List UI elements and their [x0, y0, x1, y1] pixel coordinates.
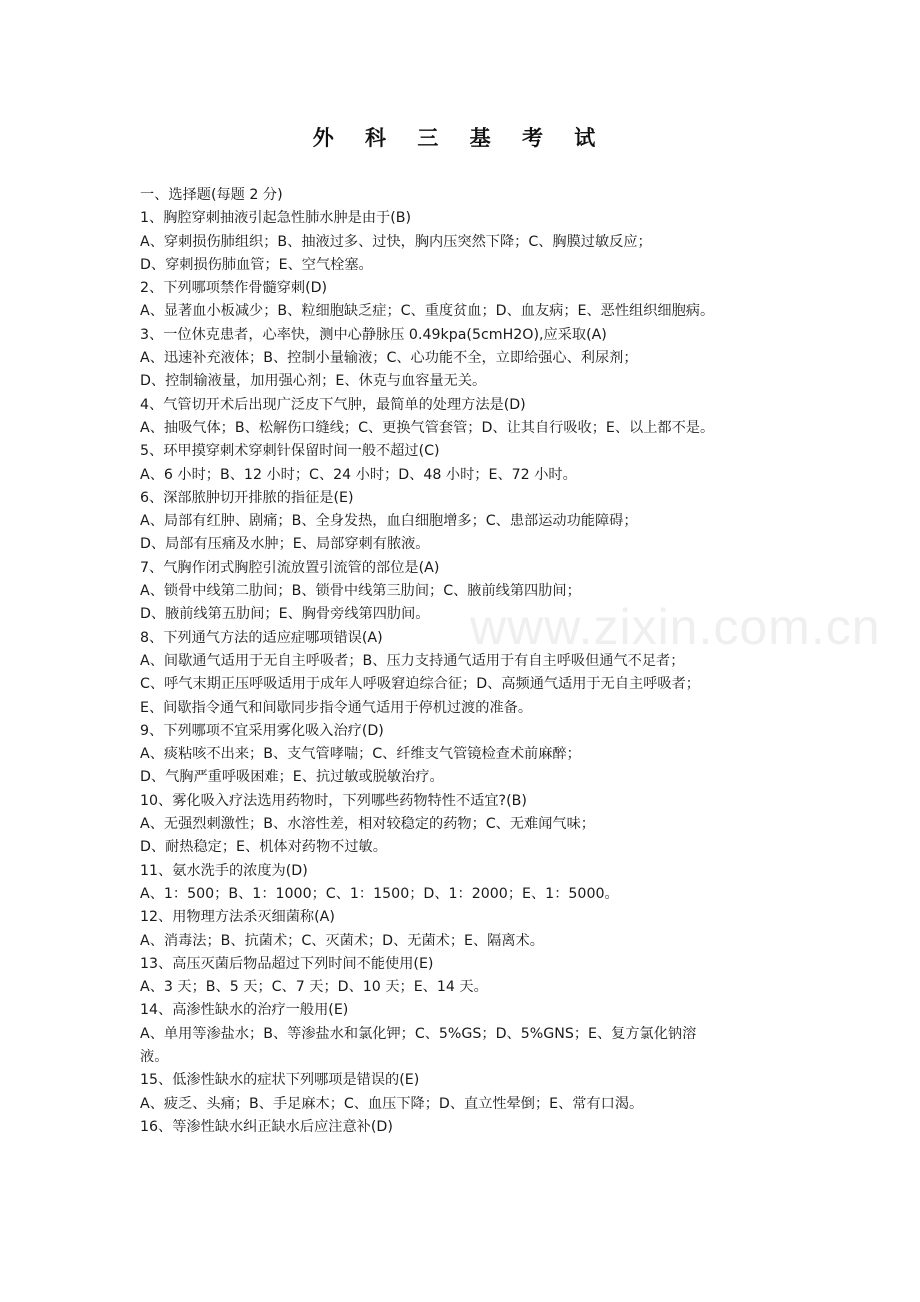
text-line: A、痰粘咳不出来；B、支气管哮喘；C、纤维支气管镜检查术前麻醉；	[140, 746, 581, 763]
text-line: C、呼气末期正压呼吸适用于成年人呼吸窘迫综合征；D、高频通气适用于无自主呼吸者；	[140, 676, 700, 693]
text-line: A、间歇通气适用于无自主呼吸者；B、压力支持通气适用于有自主呼吸但通气不足者；	[140, 652, 685, 669]
text-line: D、腋前线第五肋间；E、胸骨旁线第四肋间。	[140, 606, 430, 623]
text-line: A、消毒法；B、抗菌术；C、灭菌术；D、无菌术；E、隔离术。	[140, 932, 544, 949]
text-line: A、穿刺损伤肺组织；B、抽液过多、过快，胸内压突然下降；C、胸膜过敏反应；	[140, 233, 652, 250]
text-line: A、局部有红肿、剧痛；B、全身发热，血白细胞增多；C、患部运动功能障碍；	[140, 513, 638, 530]
text-line: 5、环甲摸穿刺术穿刺针保留时间一般不超过(C)	[140, 443, 440, 460]
text-line: 15、低渗性缺水的症状下列哪项是错误的(E)	[140, 1072, 420, 1089]
text-line: 9、下列哪项不宜采用雾化吸入治疗(D)	[140, 722, 384, 739]
text-line: 1、胸腔穿刺抽液引起急性肺水肿是由于(B)	[140, 210, 412, 227]
text-line: A、无强烈刺激性；B、水溶性差，相对较稳定的药物；C、无难闻气味；	[140, 816, 595, 833]
text-line: 4、气管切开术后出现广泛皮下气肿，最简单的处理方法是(D)	[140, 396, 526, 413]
text-line: 7、气胸作闭式胸腔引流放置引流管的部位是(A)	[140, 559, 440, 576]
text-line: 8、下列通气方法的适应症哪项错误(A)	[140, 629, 383, 646]
text-line: D、局部有压痛及水肿；E、局部穿刺有脓液。	[140, 536, 430, 553]
text-line: A、1：500；B、1：1000；C、1：1500；D、1：2000；E、1：5000。	[140, 885, 619, 902]
text-line: 16、等渗性缺水纠正缺水后应注意补(D)	[140, 1118, 393, 1135]
text-line: E、间歇指令通气和间歇同步指令通气适用于停机过渡的准备。	[140, 699, 533, 716]
text-line: 14、高渗性缺水的治疗一般用(E)	[140, 1002, 349, 1019]
text-line: 13、高压灭菌后物品超过下列时间不能使用(E)	[140, 955, 434, 972]
text-line: D、气胸严重呼吸困难；E、抗过敏或脱敏治疗。	[140, 769, 444, 786]
text-line: A、疲乏、头痛；B、手足麻木；C、血压下降；D、直立性晕倒；E、常有口渴。	[140, 1095, 644, 1112]
document-title: 外 科 三 基 考 试	[312, 125, 608, 150]
text-line: D、穿刺损伤肺血管；E、空气栓塞。	[140, 256, 373, 273]
text-line: A、抽吸气体；B、松解伤口缝线；C、更换气管套管；D、让其自行吸收；E、以上都不是。	[140, 419, 715, 436]
text-line: 11、氨水洗手的浓度为(D)	[140, 862, 308, 879]
text-line: 12、用物理方法杀灭细菌称(A)	[140, 909, 335, 926]
text-line: A、6 小时；B、12 小时；C、24 小时；D、48 小时；E、72 小时。	[140, 466, 577, 483]
text-line: D、耐热稳定；E、机体对药物不过敏。	[140, 839, 387, 856]
text-line: 10、雾化吸入疗法选用药物时，下列哪些药物特性不适宜?(B)	[140, 792, 527, 809]
text-line: 液。	[140, 1048, 169, 1065]
text-line: 一、选择题(每题 2 分)	[140, 187, 283, 203]
text-line: A、迅速补充液体；B、控制小量输液；C、心功能不全，立即给强心、利尿剂；	[140, 350, 638, 367]
text-line: 6、深部脓肿切开排脓的指征是(E)	[140, 489, 354, 506]
text-line: 3、一位休克患者，心率快，测中心静脉压 0.49kpa(5cmH2O),应采取(A)	[140, 326, 607, 343]
text-line: A、3 天；B、5 天；C、7 天；D、10 天；E、14 天。	[140, 979, 488, 996]
text-line: A、显著血小板减少；B、粒细胞缺乏症；C、重度贫血；D、血友病；E、恶性组织细胞病。	[140, 303, 715, 320]
text-line: D、控制输液量，加用强心剂；E、休克与血容量无关。	[140, 373, 487, 390]
watermark: www.zixin.com.cn	[470, 599, 881, 655]
text-line: A、锁骨中线第二肋间；B、锁骨中线第三肋间；C、腋前线第四肋间；	[140, 583, 581, 600]
text-line: 2、下列哪项禁作骨髓穿刺(D)	[140, 280, 328, 297]
document-body	[140, 184, 790, 1139]
text-line: A、单用等渗盐水；B、等渗盐水和氯化钾；C、5%GS；D、5%GNS；E、复方氯化钠溶	[140, 1025, 697, 1042]
